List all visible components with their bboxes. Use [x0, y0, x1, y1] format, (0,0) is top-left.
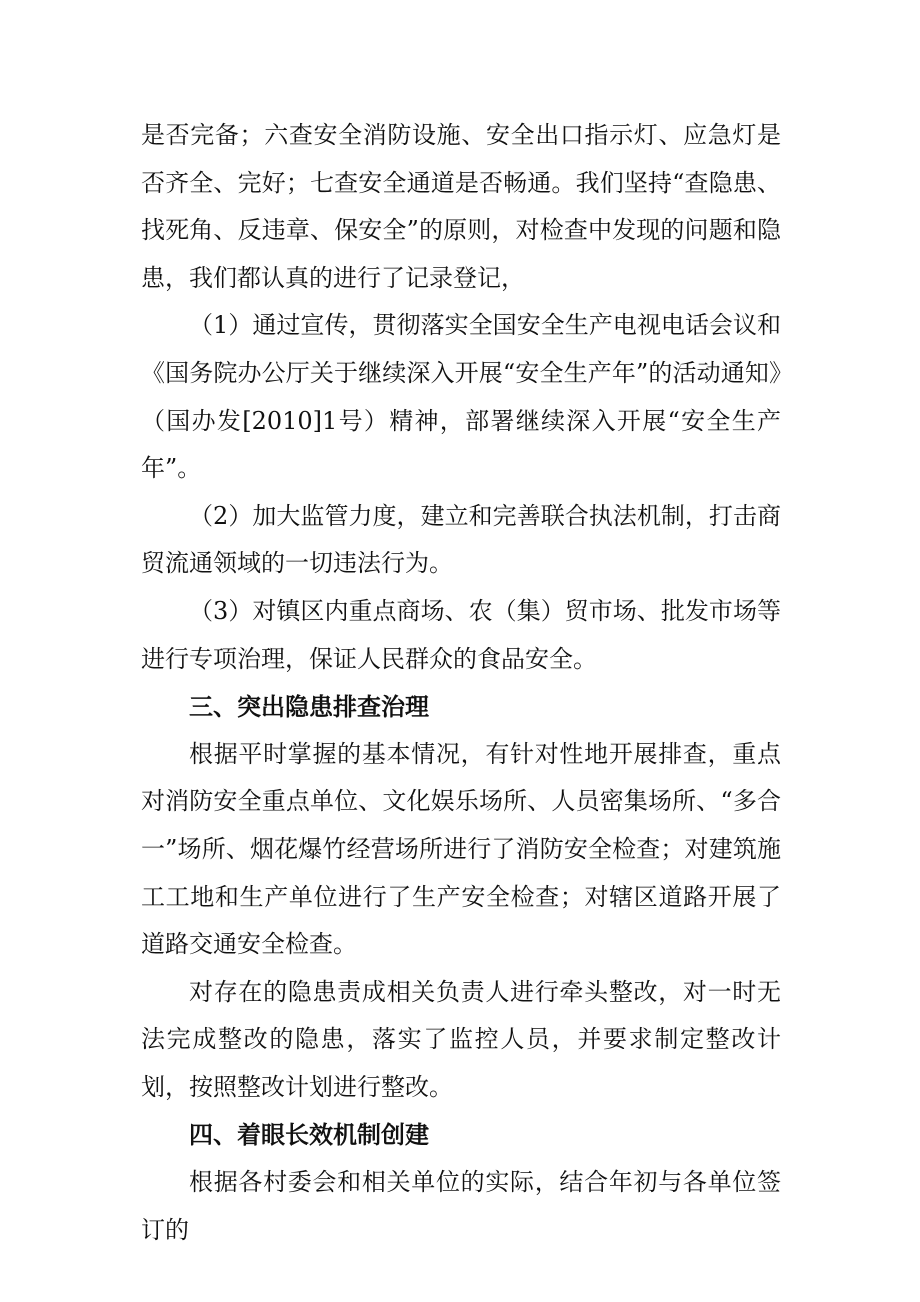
section-heading-4: 四、着眼长效机制创建 [189, 1120, 429, 1150]
paragraph-item-3: （3）对镇区内重点商场、农（集）贸市场、批发市场等进行专项治理，保证人民群众的食品安全。 [141, 596, 781, 673]
paragraph-item-1: （1）通过宣传，贯彻落实全国安全生产电视电话会议和《国务院办公厅关于继续深入开展“安全生产年”的活动通知》（国办发[2010]1号）精神，部署继续深入开展“安全生产年”。 [141, 311, 781, 483]
paragraph-hazard-inspection: 根据平时掌握的基本情况，有针对性地开展排查，重点对消防安全重点单位、文化娱乐场所、人员密集场所、“多合一”场所、烟花爆竹经营场所进行了消防安全检查；对建筑施工工地和生产单位进行了生产安全检查；对辖区道路开展了道路交通安全检查。 [141, 739, 781, 959]
paragraph-rectification: 对存在的隐患责成相关负责人进行牵头整改，对一时无法完成整改的隐患，落实了监控人员，并要求制定整改计划，按照整改计划进行整改。 [141, 977, 781, 1101]
document-body [141, 112, 781, 1254]
paragraph-inspection-items: 是否完备；六查安全消防设施、安全出口指示灯、应急灯是否齐全、完好；七查安全通道是否畅通。我们坚持“查隐患、找死角、反违章、保安全”的原则，对检查中发现的问题和隐患，我们都认真的进行了记录登记， [141, 121, 781, 292]
section-heading-3: 三、突出隐患排查治理 [189, 692, 429, 722]
paragraph-long-term-mechanism: 根据各村委会和相关单位的实际，结合年初与各单位签订的 [141, 1168, 781, 1244]
paragraph-item-2: （2）加大监管力度，建立和完善联合执法机制，打击商贸流通领域的一切违法行为。 [141, 501, 781, 578]
